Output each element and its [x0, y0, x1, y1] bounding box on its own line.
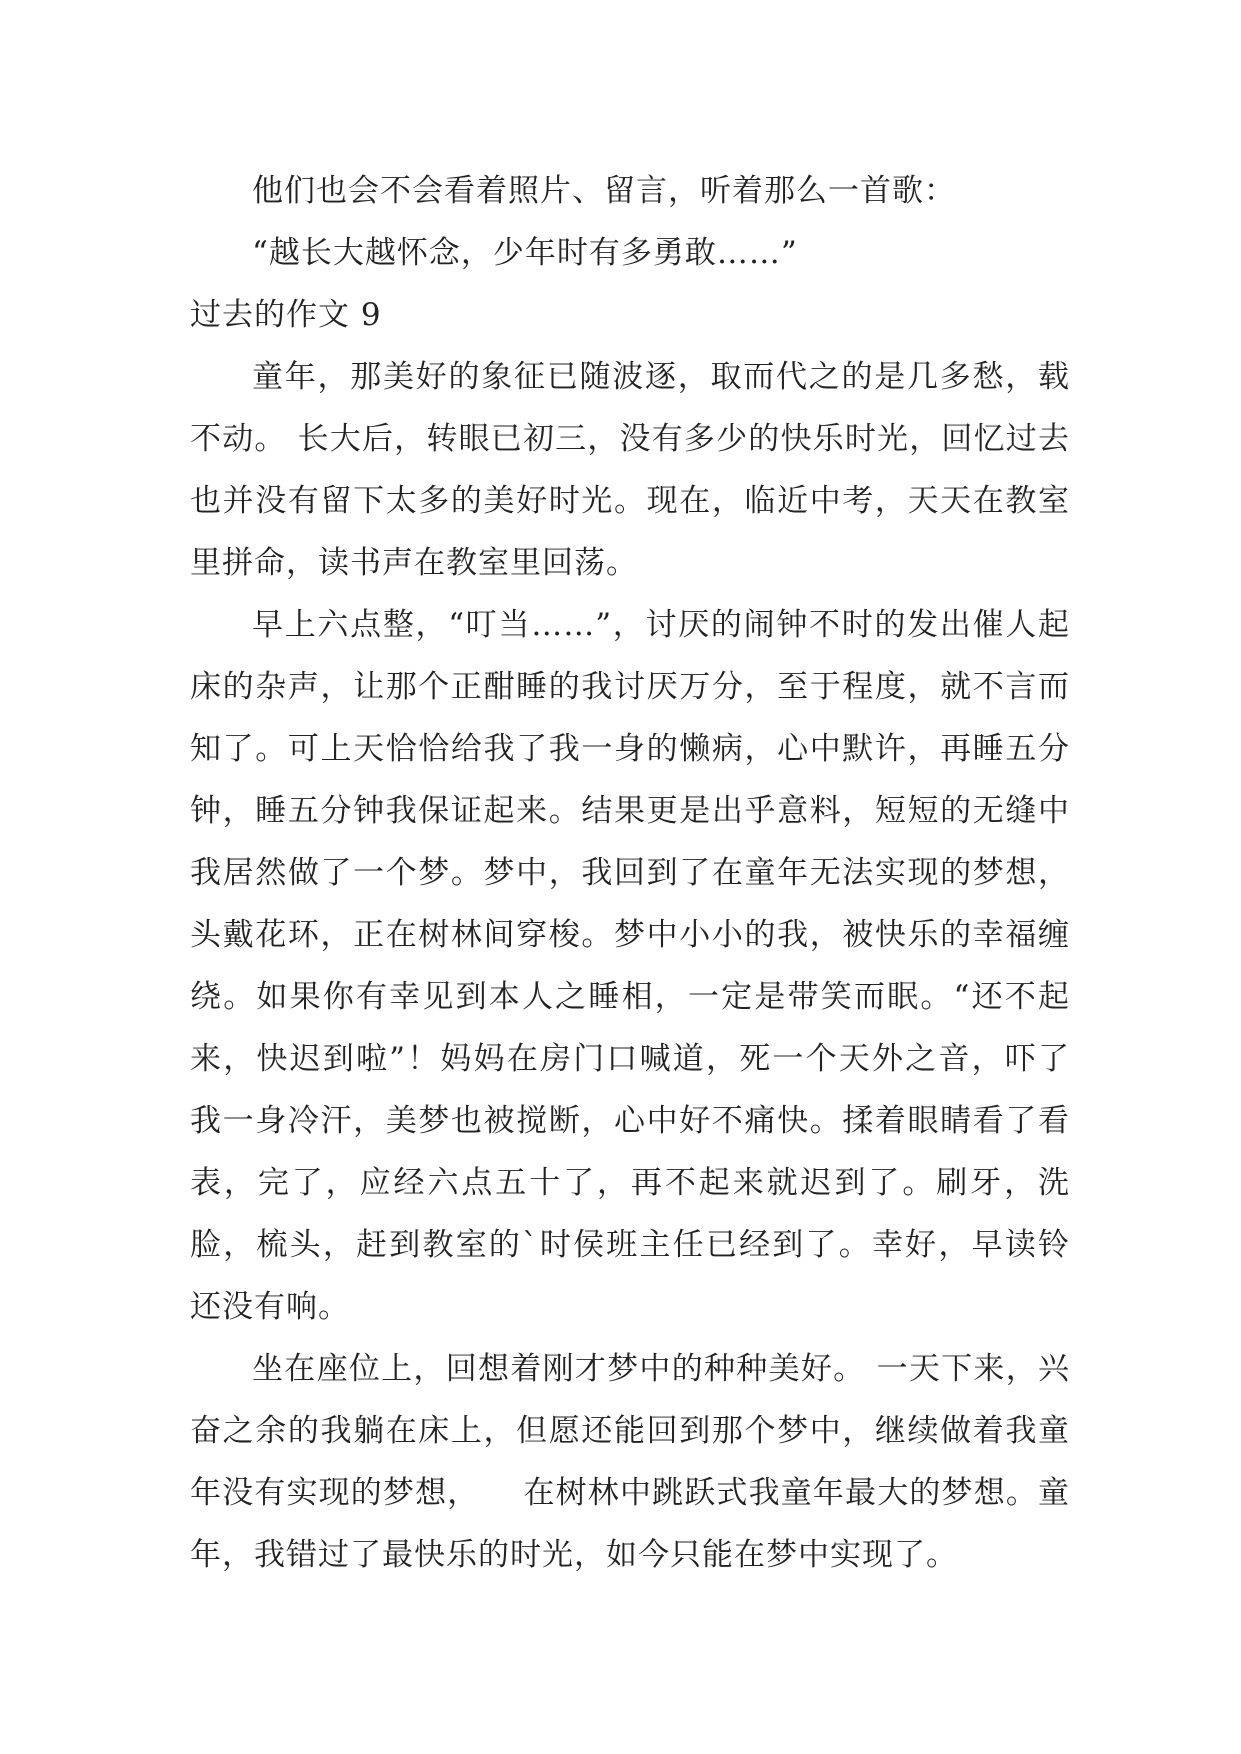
paragraph-3-gap [479, 1475, 523, 1511]
intro-line-2: “越长大越怀念，少年时有多勇敢……” [252, 235, 798, 271]
paragraph-3 [190, 1338, 1070, 1586]
section-title: 过去的作文 9 [190, 297, 382, 333]
paragraph-3-part-1: 坐在座位上，回想着刚才梦中的种种美好。 一天下来，兴奋之余的我躺在床上，但愿还能回到那个梦中，继续做着我童年没有实现的梦想， [190, 1351, 1070, 1511]
paragraph-3-part-2: 在树林中跳跃式我童年最大的梦想。童年，我错过了最快乐的时光，如今只能在梦中实现了。 [190, 1475, 1071, 1573]
document-body [190, 160, 1070, 1586]
intro-line-1: 他们也会不会看着照片、留言，听着那么一首歌： [252, 173, 956, 209]
paragraph-2: 早上六点整，“叮当……”，讨厌的闹钟不时的发出催人起床的杂声，让那个正酣睡的我讨厌万分，至于程度，就不言而知了。可上天恰恰给我了我一身的懒病，心中默许，再睡五分钟，睡五分钟我保证起来。结果更是出乎意料，短短的无缝中我居然做了一个梦。梦中，我回到了在童年无法实现的梦想，头戴花环，正在树林间穿梭。梦中小小的我，被快乐的幸福缠绕。如果你有幸见到本人之睡相，一定是带笑而眠。“还不起来，快迟到啦”！妈妈在房门口喊道，死一个天外之音，吓了我一身冷汗，美梦也被搅断，心中好不痛快。揉着眼睛看了看表，完了，应经六点五十了，再不起来就迟到了。刷牙，洗脸，梳头，赶到教室的`时侯班主任已经到了。幸好，早读铃还没有响。 [190, 607, 1070, 1325]
paragraph-1: 童年，那美好的象征已随波逐，取而代之的是几多愁，载不动。 长大后，转眼已初三，没有多少的快乐时光，回忆过去也并没有留下太多的美好时光。现在，临近中考，天天在教室里拼命，读书声在教室里回荡。 [190, 359, 1070, 581]
